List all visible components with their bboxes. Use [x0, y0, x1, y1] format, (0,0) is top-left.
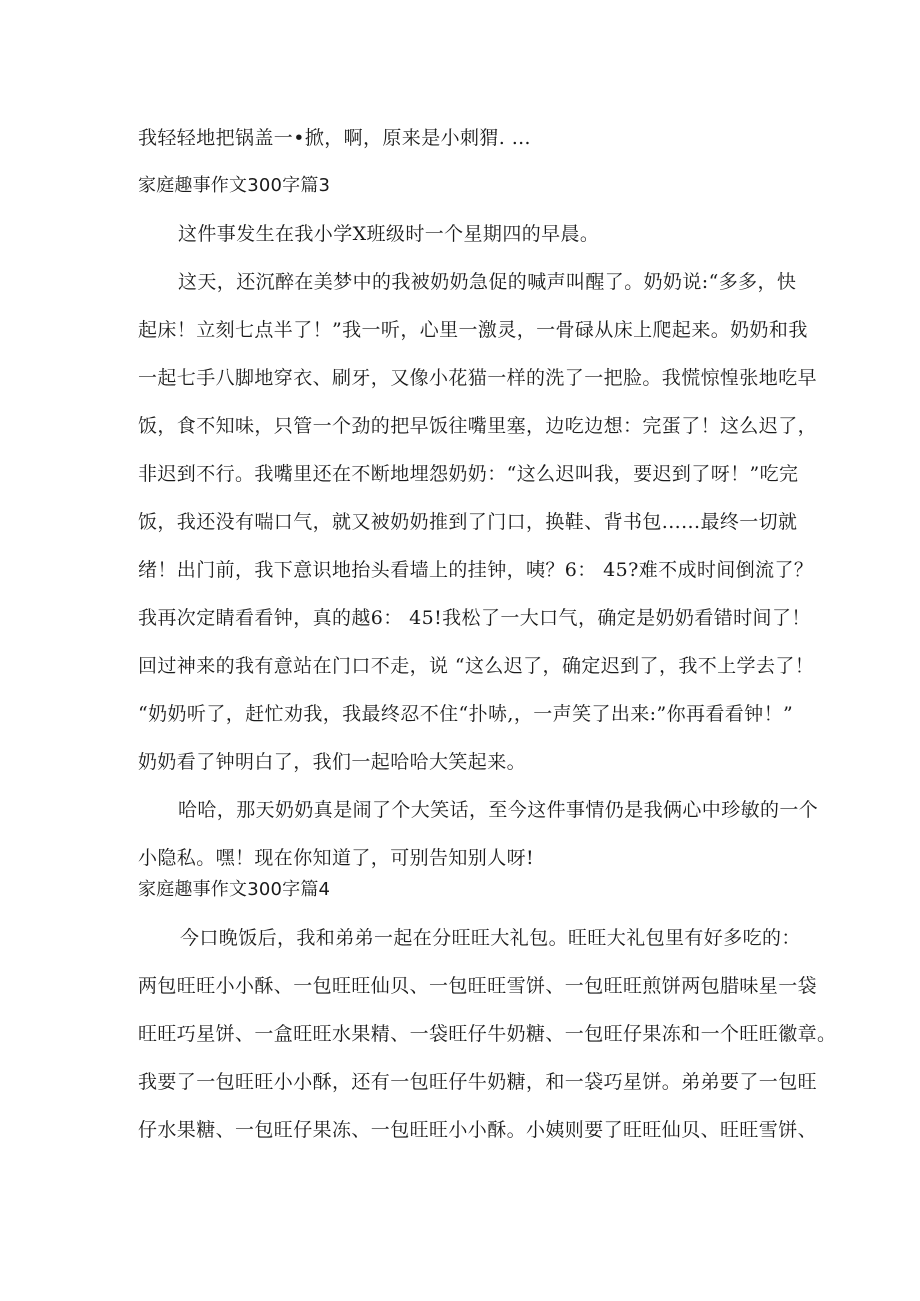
paragraph-line: 小隐私。嘿！现在你知道了，可别告知别人呀! [138, 847, 535, 869]
paragraph-line: 今口晚饭后，我和弟弟一起在分旺旺大礼包。旺旺大礼包里有好多吃的： [180, 927, 801, 949]
opening-line: 我轻轻地把锅盖一•掀，啊，原来是小刺猬. … [138, 127, 532, 149]
paragraph-line: 这件事发生在我小学X班级时一个星期四的早晨。 [178, 223, 600, 245]
paragraph-line: 哈哈，那天奶奶真是闹了个大笑话，至今这件事情仍是我俩心中珍敏的一个 [178, 799, 819, 821]
section-4-heading: 家庭趣事作文300字篇4 [138, 879, 331, 900]
paragraph-line: “奶奶听了，赶忙劝我，我最终忍不住“扑哧,，一声笑了出来:”你再看看钟！” [138, 703, 794, 725]
paragraph-line: 绪！出门前，我下意识地抬头看墙上的挂钟，咦？6： 45?难不成时间倒流了？ [138, 559, 814, 581]
paragraph-line: 旺旺巧星饼、一盒旺旺水果精、一袋旺仔牛奶糖、一包旺仔果冻和一个旺旺徽章。 [138, 1023, 837, 1045]
paragraph-line: 这天，还沉醉在美梦中的我被奶奶急促的喊声叫醒了。奶奶说:“多多，快 [178, 271, 797, 293]
paragraph-line: 仔水果糖、一包旺仔果冻、一包旺旺小小酥。小姨则要了旺旺仙贝、旺旺雪饼、 [138, 1119, 818, 1141]
paragraph-line: 非迟到不行。我嘴里还在不断地埋怨奶奶：“这么迟叫我，要迟到了呀！”吃完 [138, 463, 799, 485]
paragraph-line: 起床！立刻七点半了！”我一听，心里一激灵，一骨碌从床上爬起来。奶奶和我 [138, 319, 808, 341]
paragraph-line: 回过神来的我有意站在门口不走，说 “这么迟了，确定迟到了，我不上学去了！ [138, 655, 815, 677]
section-3-heading: 家庭趣事作文300字篇3 [138, 175, 331, 196]
paragraph-line: 我要了一包旺旺小小酥，还有一包旺仔牛奶糖，和一袋巧星饼。弟弟要了一包旺 [138, 1071, 818, 1093]
paragraph-line: 饭，我还没有喘口气，就又被奶奶推到了门口，换鞋、背书包......最终一切就 [138, 511, 798, 533]
paragraph-line: 我再次定睛看看钟，真的越6： 45!我松了一大口气，确定是奶奶看错时间了！ [138, 607, 811, 629]
paragraph-line: 一起七手八脚地穿衣、刷牙，又像小花猫一样的洗了一把脸。我慌惊惶张地吃早 [138, 367, 818, 389]
paragraph-line: 奶奶看了钟明白了，我们一起哈哈大笑起来。 [138, 751, 527, 773]
paragraph-line: 饭，食不知味，只管一个劲的把早饭往嘴里塞，边吃边想：完蛋了！这么迟了， [138, 415, 818, 437]
paragraph-line: 两包旺旺小小酥、一包旺旺仙贝、一包旺旺雪饼、一包旺旺煎饼两包腊味星一袋 [138, 975, 818, 997]
